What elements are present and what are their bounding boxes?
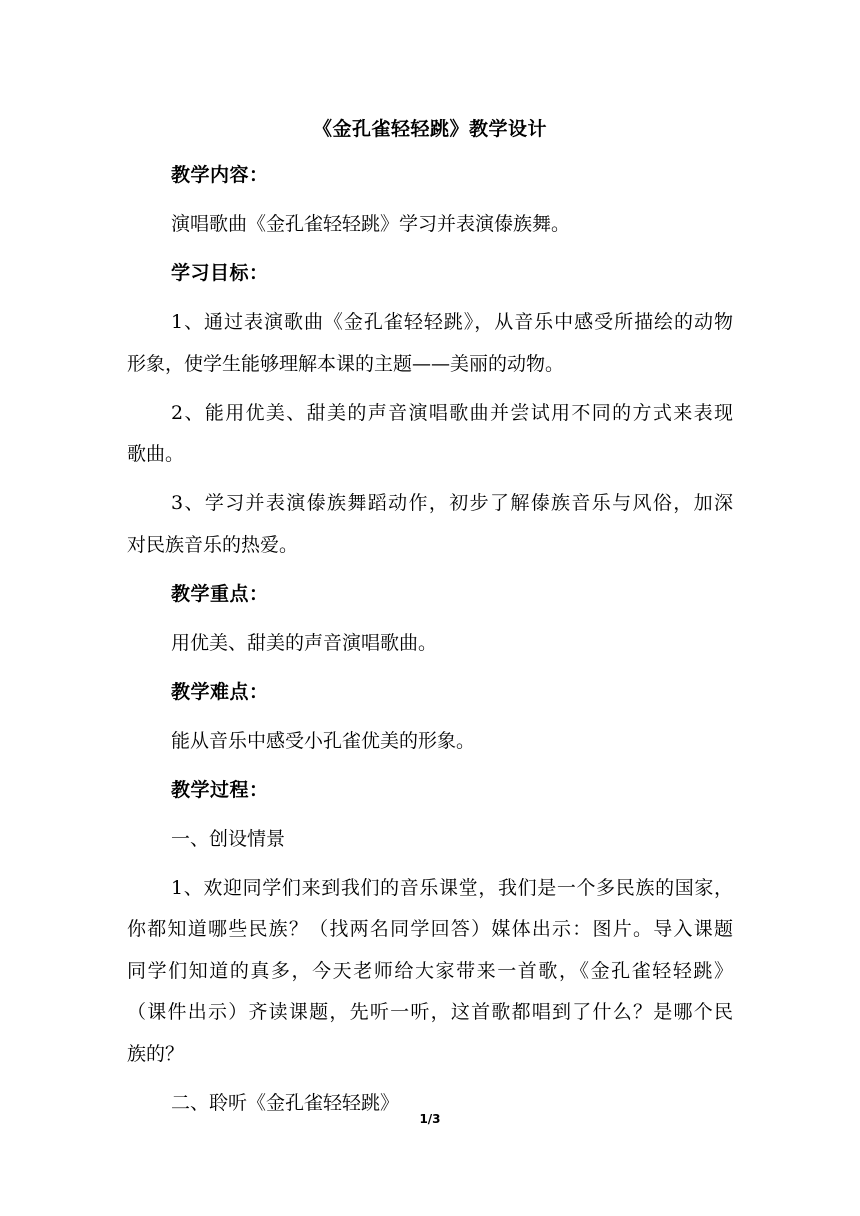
document-body [127, 155, 733, 1124]
step-2-heading: 二、聆听《金孔雀轻轻跳》 [171, 1091, 400, 1114]
section-heading-goals: 学习目标： [171, 262, 269, 284]
goal-1-line-1: 1、通过表演歌曲《金孔雀轻轻跳》，从音乐中感受所描绘的动物 [171, 311, 733, 333]
goal-2-line-2: 歌曲。 [127, 443, 185, 465]
difficulty-text: 能从音乐中感受小孔雀优美的形象。 [171, 729, 476, 752]
document-title: 《金孔雀轻轻跳》教学设计 [312, 118, 547, 140]
key-point-text: 用优美、甜美的声音演唱歌曲。 [171, 631, 438, 654]
goal-3-line-2: 对民族音乐的热爱。 [127, 533, 299, 556]
goal-2-line-1: 2、能用优美、甜美的声音演唱歌曲并尝试用不同的方式来表现 [171, 401, 733, 424]
section-heading-process: 教学过程： [171, 778, 269, 801]
page-number: 1/3 [419, 1112, 441, 1126]
goal-3-line-1: 3、学习并表演傣族舞蹈动作，初步了解傣族音乐与风俗，加深 [171, 492, 733, 514]
step-1-line-4: （课件出示）齐读课题，先听一听，这首歌都唱到了什么？是哪个民 [127, 1001, 733, 1023]
step-1-line-5: 族的？ [127, 1042, 185, 1065]
section-heading-difficulty: 教学难点： [171, 680, 269, 703]
step-1-line-1: 1、欢迎同学们来到我们的音乐课堂，我们是一个多民族的国家， [171, 876, 733, 899]
goal-1-line-2: 形象，使学生能够理解本课的主题——美丽的动物。 [127, 352, 565, 375]
content-text: 演唱歌曲《金孔雀轻轻跳》学习并表演傣族舞。 [171, 213, 571, 235]
section-heading-key-point: 教学重点： [171, 582, 269, 605]
step-1-line-3: 同学们知道的真多，今天老师给大家带来一首歌，《金孔雀轻轻跳》 [127, 959, 733, 982]
section-heading-content: 教学内容： [171, 164, 269, 186]
step-1-heading: 一、创设情景 [171, 827, 286, 850]
step-1-line-2: 你都知道哪些民族？（找两名同学回答）媒体出示：图片。导入课题 [127, 918, 733, 940]
